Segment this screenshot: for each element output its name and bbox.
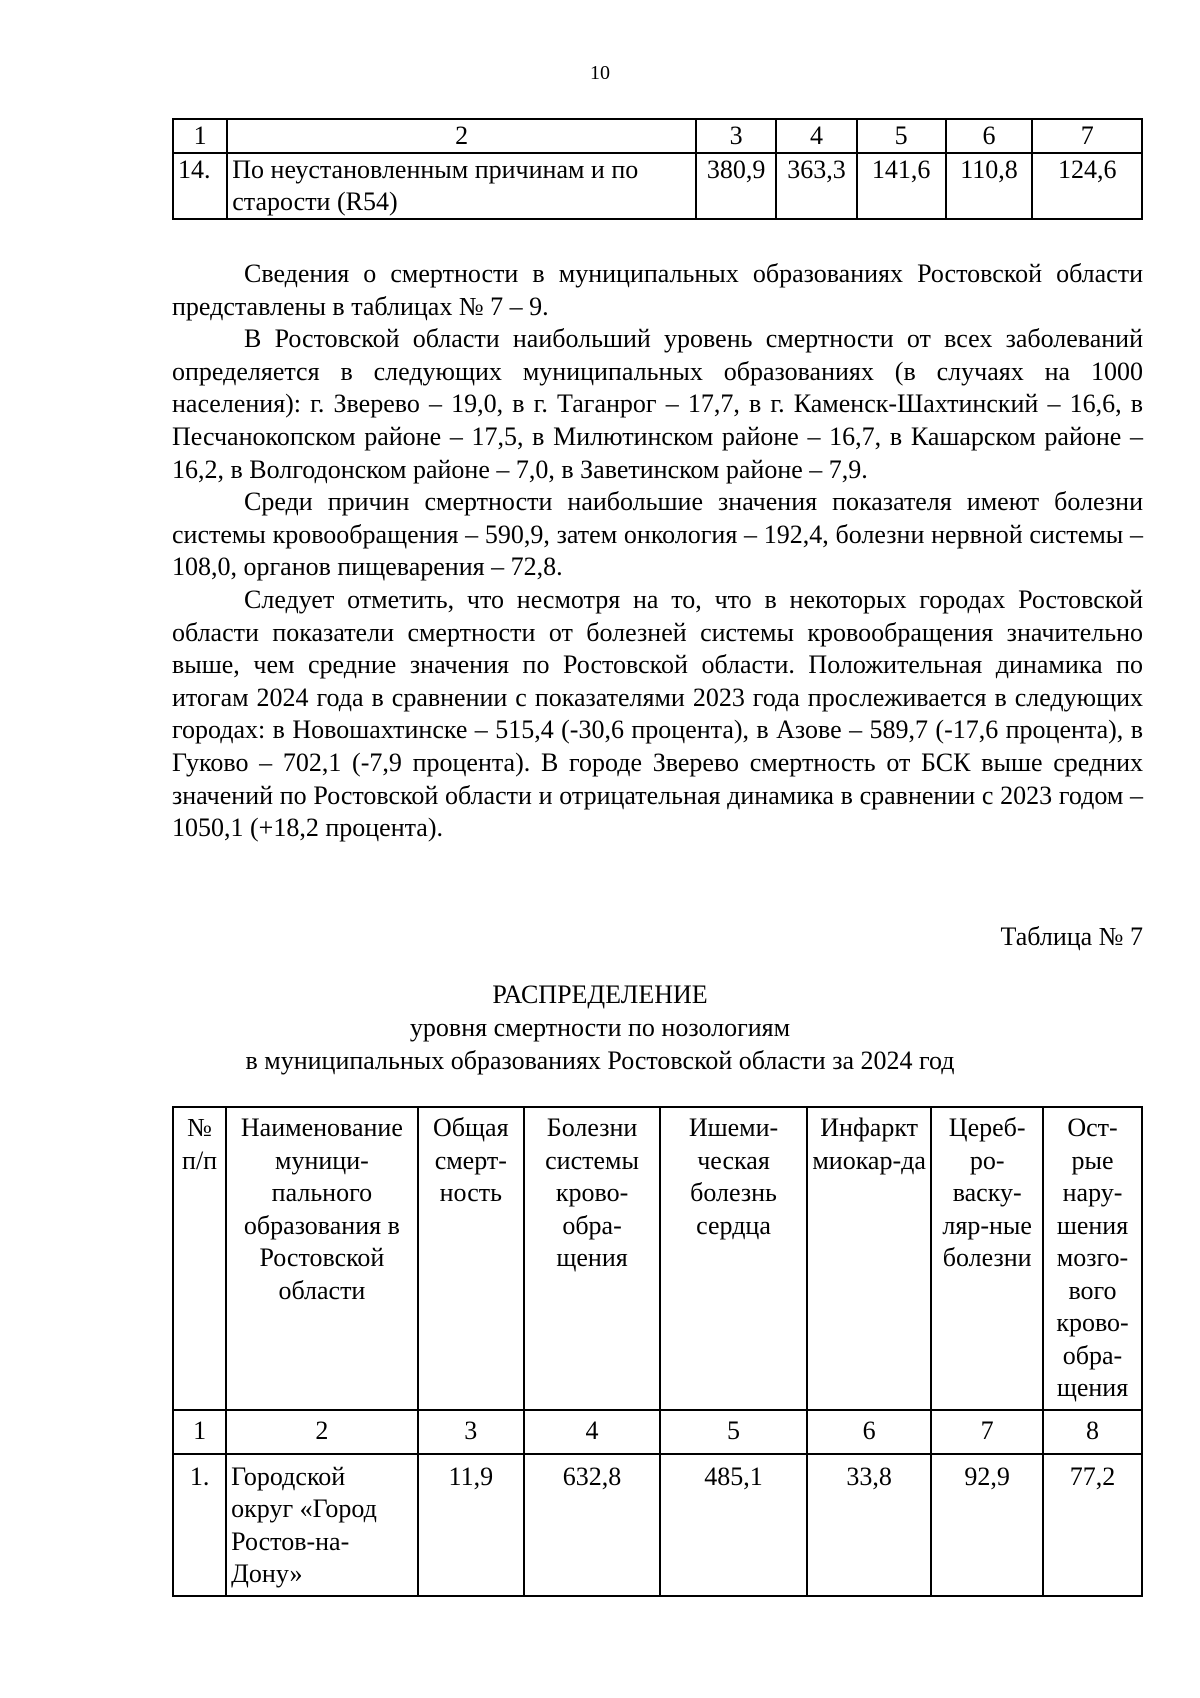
table-header-row	[173, 119, 1142, 153]
paragraph: Следует отметить, что несмотря на то, что в некоторых городах Ростовской области показатели смертности от болезней системы кровообращения значительно выше, чем средние значения по Ростовской области. Положительная динамика по итогам 2024 года в сравнении с показателями 2023 года прослеживается в следующих городах: в Новошахтинске – 515,4 (-30,6 процента), в Азове – 589,7 (-17,6 процента), в Гуково – 702,1 (-7,9 процента). В городе Зверево смертность от БСК выше средних значений по Ростовской области и отрицательная динамика в сравнении с 2023 годом – 1050,1 (+18,2 процента).	[172, 584, 1143, 843]
paragraph: В Ростовской области наибольший уровень смертности от всех заболеваний определяется в следующих муниципальных образованиях (в случаях на 1000 населения): г. Зверево – 19,0, в г. Таганрог – 17,7, в г. Каменск-Шахтинский – 16,6, в Песчанокопском районе – 17,5, в Милютинском районе – 16,7, в Кашарском районе – 16,2, в Волгодонском районе – 7,0, в Заветинском районе – 7,9.	[172, 324, 1143, 484]
table-header-cell: 7	[1032, 119, 1142, 153]
mortality-table	[172, 1106, 1143, 1597]
column-number: 1	[173, 1410, 226, 1454]
column-number: 2	[226, 1410, 417, 1454]
row-name: По неустановленным причинам и по старости (R54)	[227, 153, 696, 219]
table-header-cell: Цереб-ро-васку-ляр-ные болезни	[931, 1107, 1043, 1410]
column-number: 4	[524, 1410, 660, 1454]
table-header-cell: Ишеми-ческая болезнь сердца	[660, 1107, 807, 1410]
table-cell: 77,2	[1043, 1454, 1142, 1596]
table-cell: 110,8	[946, 153, 1033, 219]
table-cell: 485,1	[660, 1454, 807, 1596]
paragraph: Среди причин смертности наибольшие значения показателя имеют болезни системы кровообращения – 590,9, затем онкология – 192,4, болезни нервной системы – 108,0, органов пищеварения – 72,8.	[172, 487, 1143, 582]
table-cell: 632,8	[524, 1454, 660, 1596]
body-text	[172, 258, 1143, 845]
table-cell: 33,8	[807, 1454, 931, 1596]
column-number-row	[173, 1410, 1142, 1454]
row-number: 14.	[173, 153, 227, 219]
table-cell: 124,6	[1032, 153, 1142, 219]
table-header-cell: 1	[173, 119, 227, 153]
table-header-cell: 6	[946, 119, 1033, 153]
subtitle-line: уровня смертности по нозологиям	[409, 1013, 791, 1042]
table-header-cell: 3	[696, 119, 776, 153]
paragraph: Сведения о смертности в муниципальных образованиях Ростовской области представлены в таблицах № 7 – 9.	[172, 259, 1143, 321]
table-header-cell: 4	[776, 119, 856, 153]
table-cell: 92,9	[931, 1454, 1043, 1596]
table-header-cell: Инфаркт миокар-да	[807, 1107, 931, 1410]
table-cell: 141,6	[857, 153, 946, 219]
column-number: 6	[807, 1410, 931, 1454]
continuation-table	[172, 118, 1143, 220]
title-line: РАСПРЕДЕЛЕНИЕ	[492, 980, 708, 1009]
column-number: 8	[1043, 1410, 1142, 1454]
table-header-cell: Болезни системы крово-обра-щения	[524, 1107, 660, 1410]
table-row	[173, 1454, 1142, 1596]
table-cell: 380,9	[696, 153, 776, 219]
subtitle-line: в муниципальных образованиях Ростовской области за 2024 год	[245, 1046, 955, 1075]
table-cell: 363,3	[776, 153, 856, 219]
table-header-cell: 5	[857, 119, 946, 153]
table-title	[0, 978, 1200, 1077]
table-header-cell: Ост-рые нару-шения мозго-вого крово-обра-щения	[1043, 1107, 1142, 1410]
row-name: Городской округ «Город Ростов-на-Дону»	[226, 1454, 417, 1596]
table-cell: 11,9	[418, 1454, 524, 1596]
table-header-cell: № п/п	[173, 1107, 226, 1410]
table-header-cell: Общая смерт-ность	[418, 1107, 524, 1410]
table-label: Таблица № 7	[1000, 922, 1143, 951]
table-row	[173, 153, 1142, 219]
table-header-cell: Наименование муници-пального образования в Ростовской области	[226, 1107, 417, 1410]
column-number: 3	[418, 1410, 524, 1454]
page-number: 10	[590, 62, 610, 84]
row-number: 1.	[173, 1454, 226, 1596]
table-header-cell: 2	[227, 119, 696, 153]
column-number: 7	[931, 1410, 1043, 1454]
table-header-row	[173, 1107, 1142, 1410]
column-number: 5	[660, 1410, 807, 1454]
